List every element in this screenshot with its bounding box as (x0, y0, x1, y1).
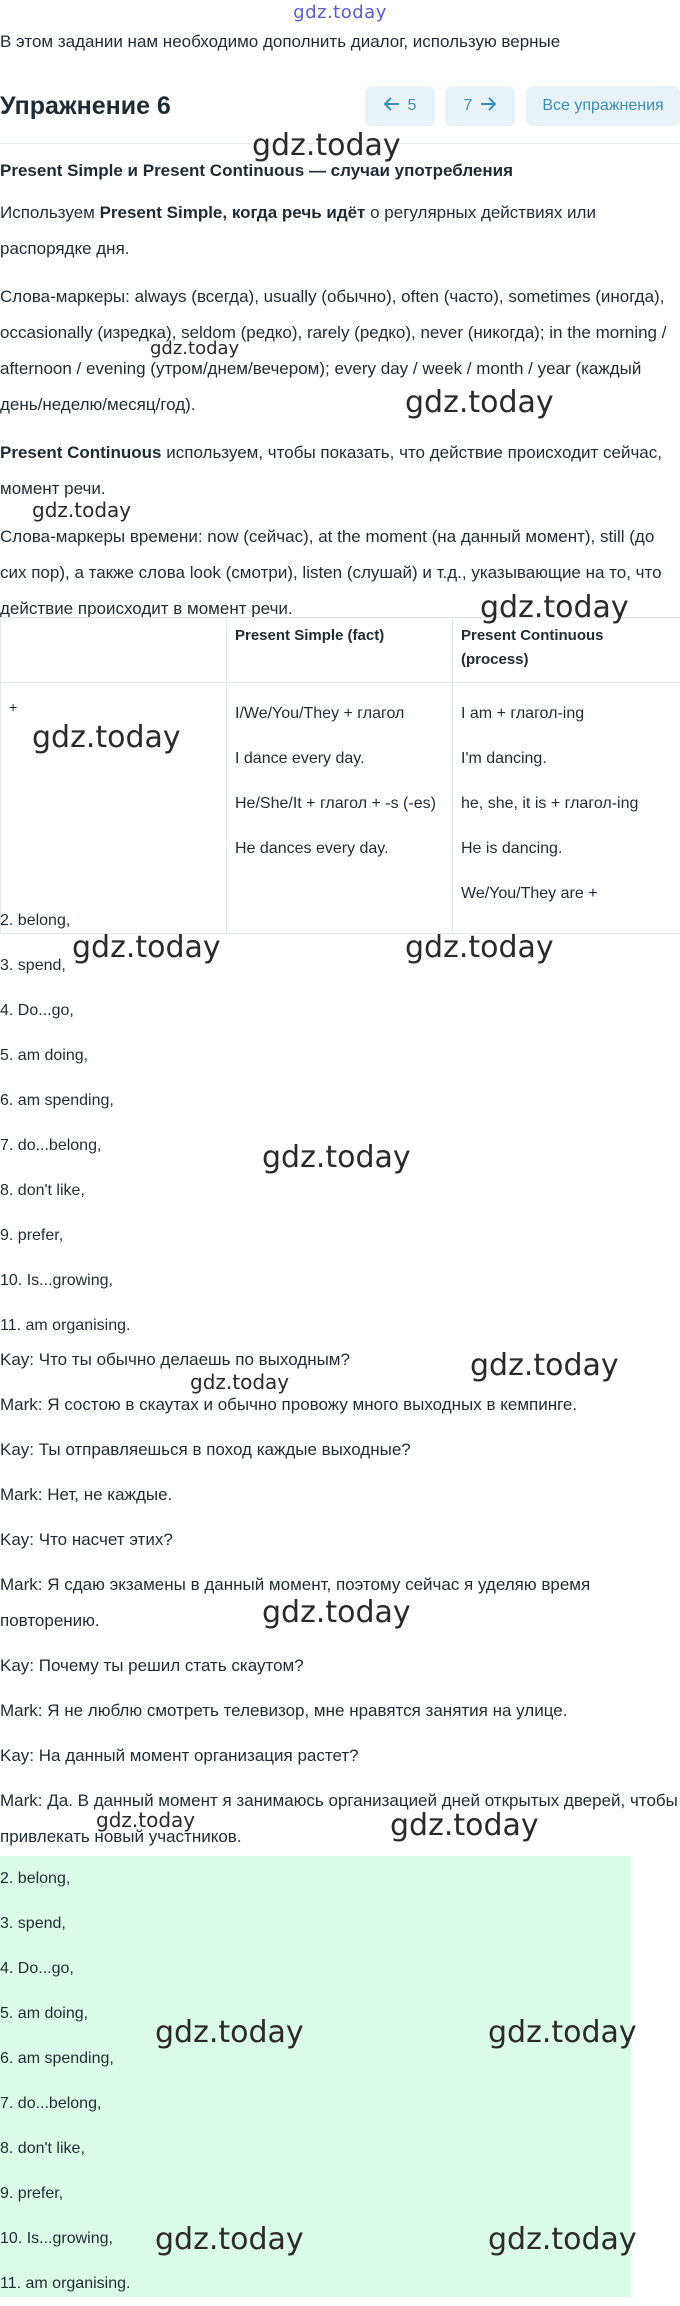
table-cell-continuous (453, 683, 680, 934)
table-corner-cell (1, 618, 227, 683)
dialog-line: Kay: Ты отправляешься в поход каждые выходные? (0, 1432, 680, 1468)
list-item: 2. belong, (0, 898, 680, 943)
watermark: gdz.today (488, 2015, 637, 2050)
table-cell-line: We/You/They are + (461, 879, 672, 909)
dialog-line: Mark: Я состою в скаутах и обычно провожу много выходных в кемпинге. (0, 1387, 680, 1423)
exercise-title: Упражнение 6 (0, 92, 171, 121)
list-item: 7. do...belong, (0, 2081, 631, 2126)
list-item: 11. am organising. (0, 2261, 631, 2306)
watermark: gdz.today (32, 498, 131, 522)
dialog-line: Mark: Нет, не каждые. (0, 1477, 680, 1513)
watermark: gdz.today (190, 1370, 289, 1394)
arrow-right-icon (480, 97, 496, 116)
watermark: gdz.today (488, 2222, 637, 2257)
theory-paragraph-simple (0, 195, 680, 267)
watermark: gdz.today (252, 128, 401, 163)
list-item: 7. do...belong, (0, 1123, 680, 1168)
list-item: 8. don't like, (0, 1168, 680, 1213)
tense-comparison-table (0, 617, 680, 934)
dialog-line: Mark: Я не люблю смотреть телевизор, мне нравятся занятия на улице. (0, 1693, 680, 1729)
theory-title: Present Simple и Present Continuous — случаи употребления (0, 153, 680, 189)
next-exercise-label: 7 (464, 97, 473, 115)
table-row-label: + (1, 683, 227, 934)
watermark: gdz.today (405, 930, 554, 965)
list-item: 6. am spending, (0, 1078, 680, 1123)
list-item: 9. prefer, (0, 2171, 631, 2216)
watermark: gdz.today (470, 1348, 619, 1383)
dialog-line: Mark: Я сдаю экзамены в данный момент, поэтому сейчас я уделяю время повторению. (0, 1567, 680, 1639)
table-cell-line: I/We/You/They + глагол (235, 699, 444, 729)
table-cell-line: He/She/It + глагол + -s (-es) (235, 789, 444, 819)
list-item: 8. don't like, (0, 2126, 631, 2171)
watermark: gdz.today (32, 720, 181, 755)
list-item: 10. Is...growing, (0, 1258, 680, 1303)
list-item: 4. Do...go, (0, 988, 680, 1033)
theory-markers-simple: Слова-маркеры: always (всегда), usually (обычно), often (часто), sometimes (иногда), occasionally (изредка), seldom (редко), rarely (редко), never (никогда); in the morning / afternoon / evening (утром/днем/вечером); every day / week / month / year (каждый день/неделю/месяц/год). (0, 279, 680, 423)
dialog-line: Kay: На данный момент организация растет? (0, 1738, 680, 1774)
watermark: gdz.today (155, 2015, 304, 2050)
table-cell-line: I am + глагол-ing (461, 699, 672, 729)
intro-text: В этом задании нам необходимо дополнить диалог, использую верные (0, 32, 560, 52)
table-header-row (1, 618, 680, 683)
watermark: gdz.today (262, 1595, 411, 1630)
theory-markers-continuous: Слова-маркеры времени: now (сейчас), at the moment (на данный момент), still (до сих пор), а также слова look (смотри), listen (слушай) и т.д., указывающие на то, что действие происходит в момент речи. (0, 519, 680, 627)
watermark: gdz.today (150, 338, 239, 359)
prev-exercise-label: 5 (408, 97, 417, 115)
watermark: gdz.today (96, 1808, 195, 1832)
list-item: 6. am spending, (0, 2036, 631, 2081)
table-cell-simple (227, 683, 453, 934)
table-cell-line: I'm dancing. (461, 744, 672, 774)
list-item: 11. am organising. (0, 1303, 680, 1348)
theory-paragraph-continuous (0, 435, 680, 507)
watermark: gdz.today (155, 2222, 304, 2257)
all-exercises-button[interactable] (526, 86, 680, 126)
arrow-left-icon (384, 97, 400, 116)
list-item: 4. Do...go, (0, 1946, 631, 1991)
list-item: 5. am doing, (0, 1033, 680, 1078)
all-exercises-label: Все упражнения (542, 97, 663, 115)
list-item: 3. spend, (0, 943, 680, 988)
list-item: 9. prefer, (0, 1213, 680, 1258)
next-exercise-button[interactable] (445, 86, 515, 126)
table-cell-line: I dance every day. (235, 744, 444, 774)
theory-text: Используем (0, 203, 100, 222)
list-item: 3. spend, (0, 1901, 631, 1946)
site-logo[interactable]: gdz.today (0, 2, 680, 23)
table-header-continuous: Present Continuous (process) (453, 618, 680, 683)
watermark: gdz.today (480, 590, 629, 625)
watermark: gdz.today (390, 1808, 539, 1843)
table-cell-line: He is dancing. (461, 834, 672, 864)
theory-bold: Present Continuous (0, 443, 162, 462)
dialog-line: Kay: Что насчет этих? (0, 1522, 680, 1558)
prev-exercise-button[interactable] (365, 86, 435, 126)
answers-list (0, 898, 680, 1348)
dialog-line: Kay: Что ты обычно делаешь по выходным? (0, 1342, 680, 1378)
theory-section (0, 153, 680, 639)
watermark: gdz.today (262, 1140, 411, 1175)
watermark: gdz.today (72, 930, 221, 965)
table-cell-line: He dances every day. (235, 834, 444, 864)
list-item: 2. belong, (0, 1856, 631, 1901)
dialog-line: Kay: Почему ты решил стать скаутом? (0, 1648, 680, 1684)
watermark: gdz.today (405, 385, 554, 420)
theory-text: используем, чтобы показать, что действие происходит сейчас, момент речи. (0, 443, 662, 498)
list-item: 10. Is...growing, (0, 2216, 631, 2261)
theory-bold: Present Simple, когда речь идёт (100, 203, 366, 222)
dialog-line: Mark: Да. В данный момент я занимаюсь организацией дней открытых дверей, чтобы привлекать новый участников. (0, 1783, 680, 1855)
table-cell-line: he, she, it is + глагол-ing (461, 789, 672, 819)
theory-text: о регулярных действиях или распорядке дня. (0, 203, 596, 258)
table-header-simple: Present Simple (fact) (227, 618, 453, 683)
list-item: 5. am doing, (0, 1991, 631, 2036)
